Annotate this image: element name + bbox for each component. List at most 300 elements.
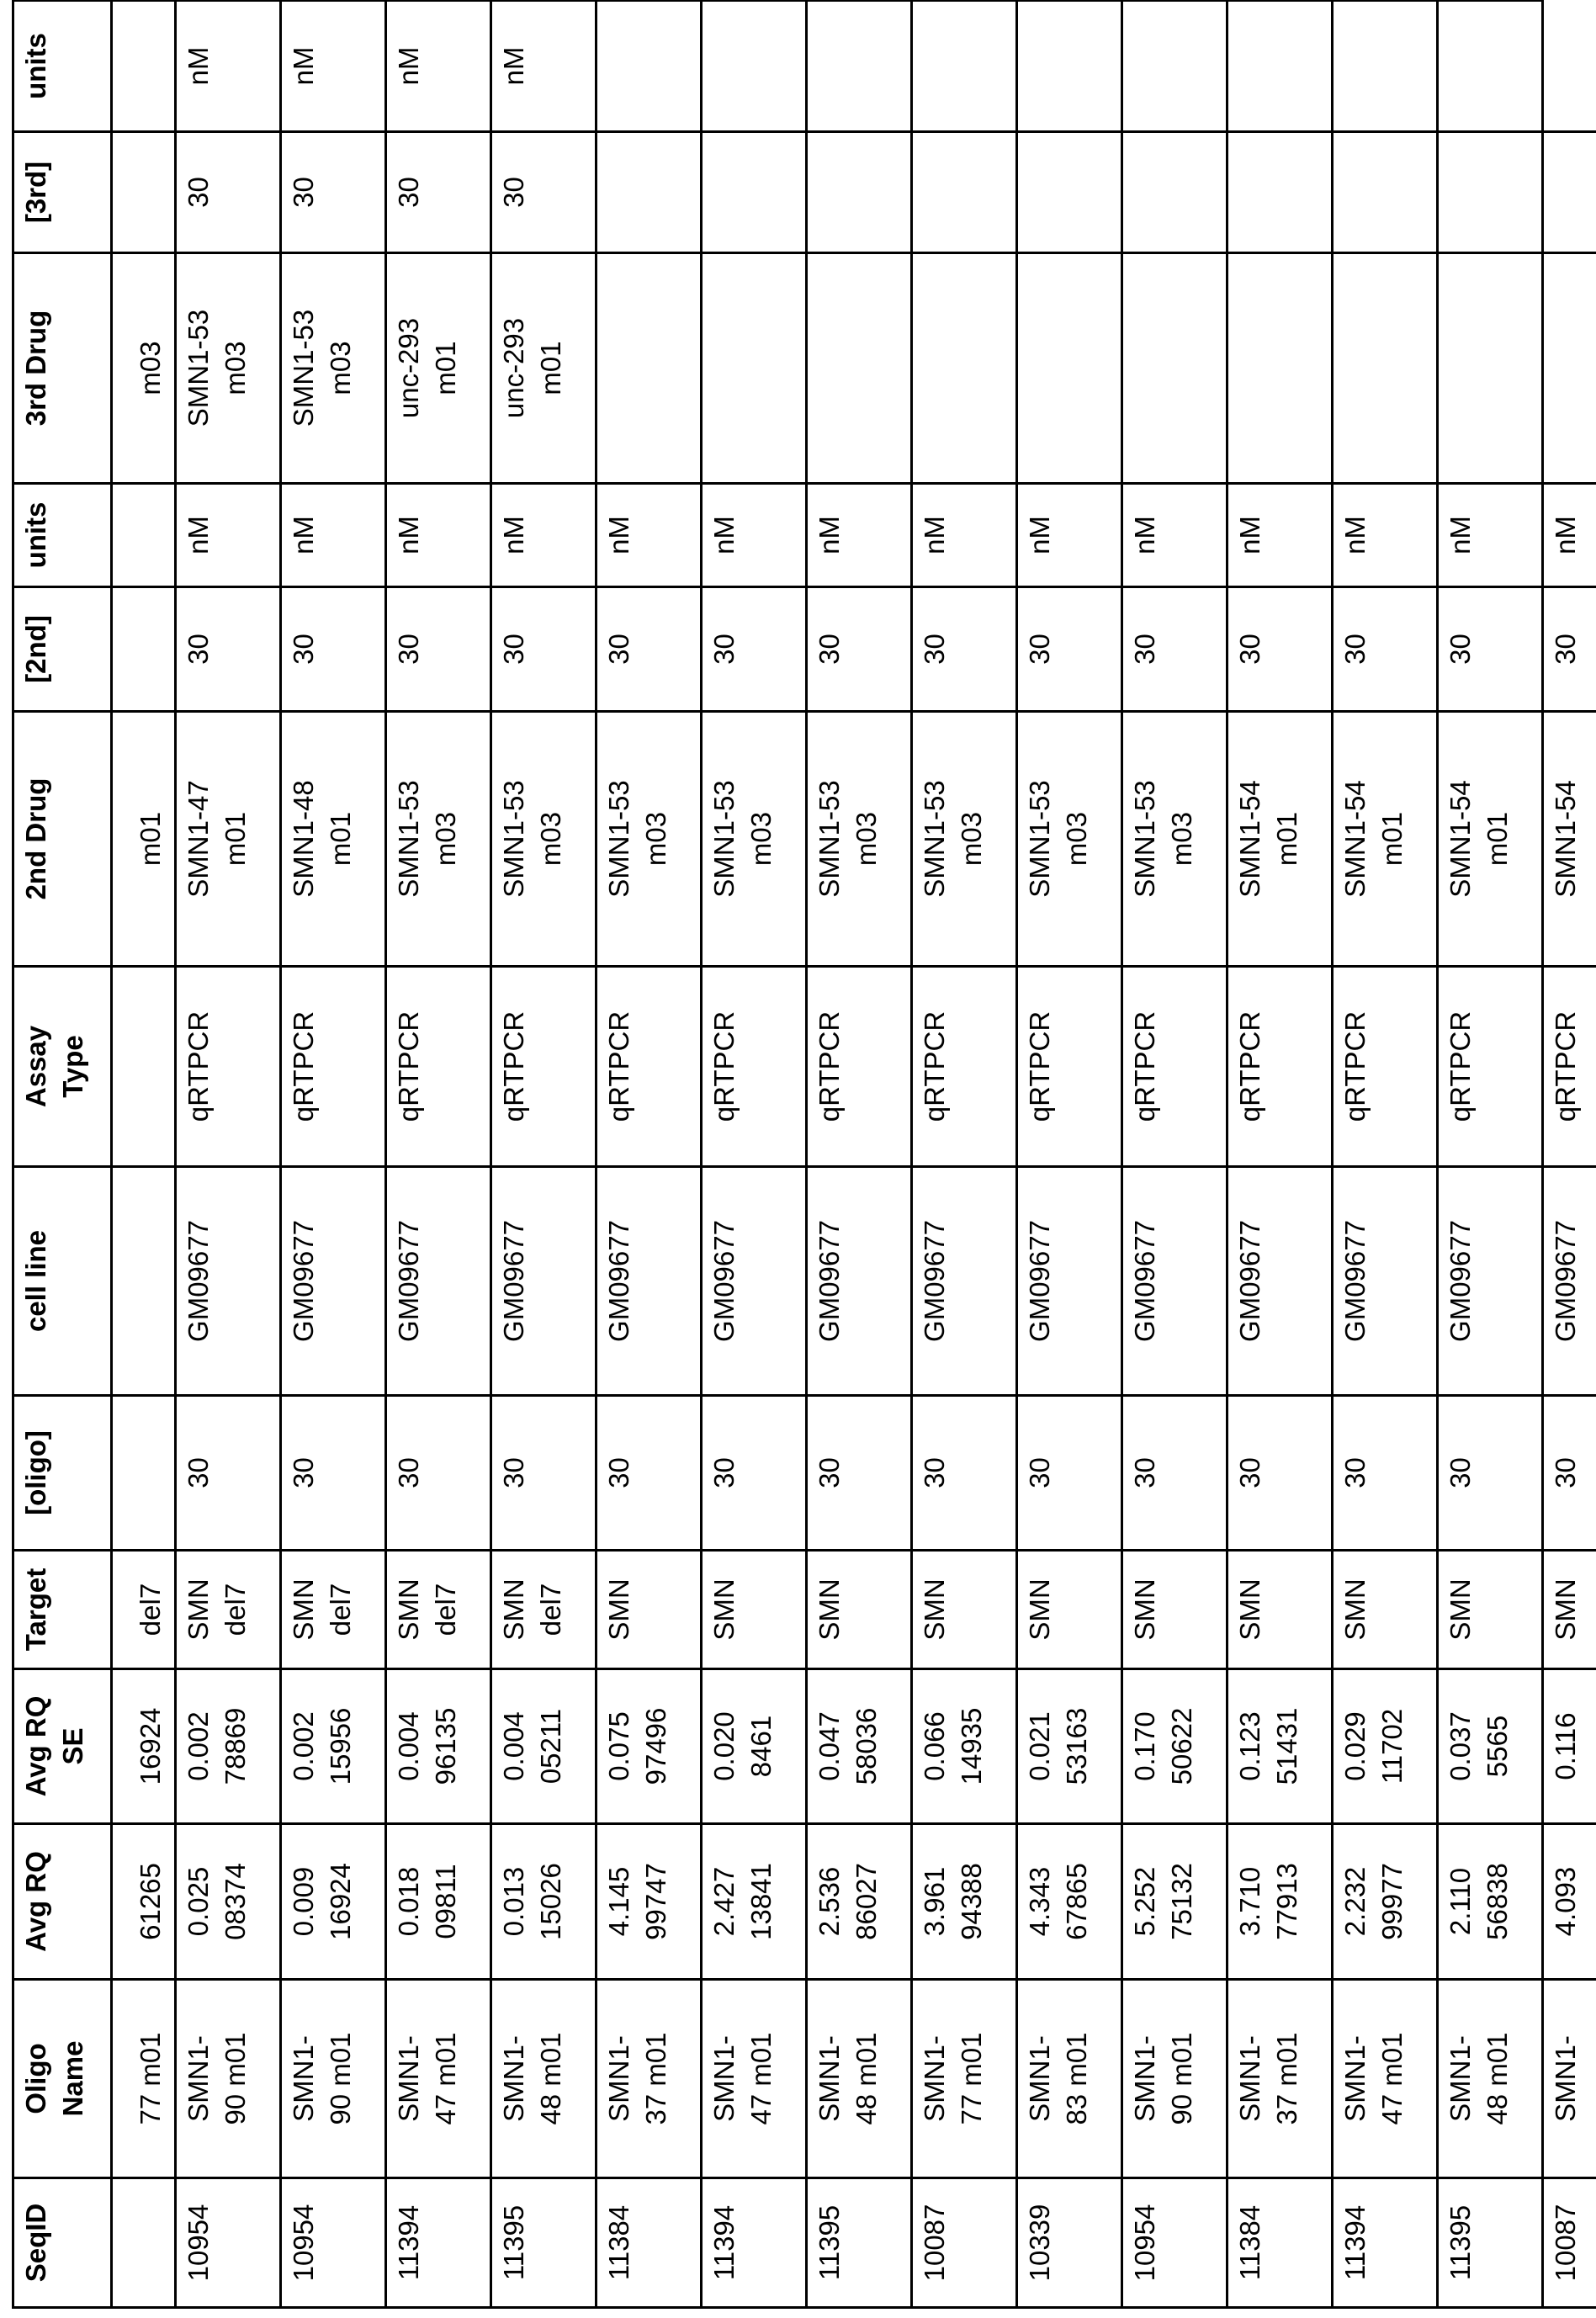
cell-oligo-name — [386, 1980, 491, 2178]
cell-target — [112, 1551, 176, 1669]
column-header-avg-rq-se — [13, 1669, 112, 1824]
cell-value: 0.04758036 — [811, 1706, 885, 1786]
column-header-target — [13, 1551, 112, 1669]
cell-third-drug — [1438, 253, 1543, 484]
cell-avg-rq-se — [1543, 1669, 1596, 1824]
cell-value: 0.02508374 — [180, 1862, 254, 1942]
cell-avg-rq-se — [1333, 1669, 1438, 1824]
cell-second-drug — [597, 712, 702, 967]
cell-second-units — [807, 484, 912, 587]
cell-value: 5.25275132 — [1127, 1862, 1201, 1942]
column-header-label: Avg RQ — [18, 1851, 55, 1952]
cell-value: 11395 — [811, 2205, 848, 2280]
cell-value: 30 — [1232, 634, 1269, 665]
table-row — [1017, 1, 1122, 2308]
cell-assay-type — [176, 967, 281, 1167]
cell-third-drug — [1543, 253, 1596, 484]
cell-avg-rq — [1017, 1824, 1122, 1980]
cell-value: 10339 — [1021, 2204, 1058, 2282]
cell-seq-id — [176, 2178, 281, 2308]
cell-oligo-name — [281, 1980, 386, 2178]
cell-value: qRTPCR — [390, 1011, 427, 1122]
cell-cell-line — [176, 1167, 281, 1396]
cell-second-conc — [1438, 587, 1543, 712]
cell-value: SMN1-53 m03 — [916, 772, 990, 906]
cell-value: qRTPCR — [1127, 1011, 1164, 1122]
cell-value: SMN1-53 m03 — [496, 772, 570, 906]
cell-assay-type — [1227, 967, 1333, 1167]
cell-value: qRTPCR — [811, 1011, 848, 1122]
cell-third-drug — [912, 253, 1017, 484]
cell-second-drug — [176, 712, 281, 967]
column-header-label: SeqID — [18, 2204, 55, 2283]
cell-value: SMN1-53 m03 — [180, 301, 254, 436]
cell-second-drug — [1122, 712, 1227, 967]
cell-target — [491, 1551, 597, 1669]
cell-second-conc — [1017, 587, 1122, 712]
cell-cell-line — [1122, 1167, 1227, 1396]
cell-oligo-conc — [597, 1396, 702, 1551]
cell-value: 3.96194388 — [916, 1862, 990, 1942]
cell-third-units — [1333, 1, 1438, 132]
cell-oligo-name — [1122, 1980, 1227, 2178]
cell-value: qRTPCR — [285, 1011, 322, 1122]
cell-third-conc — [1122, 132, 1227, 253]
cell-value: nM — [390, 47, 427, 86]
cell-third-units — [702, 1, 807, 132]
column-header-assay-type — [13, 967, 112, 1167]
cell-value: m03 — [132, 341, 169, 395]
cell-value: SMN — [706, 1578, 743, 1640]
column-header-label: Avg RQ SE — [18, 1684, 92, 1810]
cell-value: GM09677 — [706, 1220, 743, 1342]
cell-target — [1543, 1551, 1596, 1669]
table-row — [912, 1, 1017, 2308]
cell-value: SMN — [1232, 1578, 1269, 1640]
cell-target — [1227, 1551, 1333, 1669]
cell-second-conc — [1543, 587, 1596, 712]
cell-value: SMN — [1442, 1578, 1479, 1640]
cell-second-conc — [281, 587, 386, 712]
cell-value: GM09677 — [390, 1220, 427, 1342]
cell-target — [386, 1551, 491, 1669]
cell-value: SMN1-48 m01 — [811, 2024, 885, 2134]
cell-value: 30 — [496, 177, 533, 208]
cell-value: 30 — [390, 634, 427, 665]
cell-value: nM — [285, 47, 322, 86]
cell-oligo-name — [1017, 1980, 1122, 2178]
cell-third-drug — [176, 253, 281, 484]
cell-second-drug — [1227, 712, 1333, 967]
cell-value: nM — [601, 516, 638, 554]
cell-second-drug — [807, 712, 912, 967]
cell-oligo-conc — [702, 1396, 807, 1551]
cell-value: qRTPCR — [1547, 1011, 1584, 1122]
cell-third-conc — [1227, 132, 1333, 253]
cell-value: 30 — [601, 634, 638, 665]
cell-value: nM — [1547, 516, 1584, 554]
cell-oligo-conc — [1122, 1396, 1227, 1551]
cell-value: 11395 — [496, 2205, 533, 2280]
cell-avg-rq — [807, 1824, 912, 1980]
cell-seq-id — [281, 2178, 386, 2308]
cell-third-units — [807, 1, 912, 132]
cell-value: SMN — [1127, 1578, 1164, 1640]
cell-assay-type — [281, 967, 386, 1167]
cell-value: 0.07597496 — [601, 1706, 675, 1786]
cell-avg-rq — [1227, 1824, 1333, 1980]
cell-avg-rq-se — [112, 1669, 176, 1824]
cell-avg-rq — [176, 1824, 281, 1980]
cell-oligo-conc — [1333, 1396, 1438, 1551]
cell-cell-line — [912, 1167, 1017, 1396]
cell-avg-rq-se — [386, 1669, 491, 1824]
column-header-third-units — [13, 1, 112, 132]
cell-third-units — [1543, 1, 1596, 132]
cell-oligo-conc — [912, 1396, 1017, 1551]
cell-value: SMN1-77 m01 — [916, 2024, 990, 2134]
cell-oligo-conc — [281, 1396, 386, 1551]
cell-second-drug — [1438, 712, 1543, 967]
cell-target — [176, 1551, 281, 1669]
cell-assay-type — [912, 967, 1017, 1167]
cell-third-conc — [386, 132, 491, 253]
cell-assay-type — [1543, 967, 1596, 1167]
cell-avg-rq — [491, 1824, 597, 1980]
cell-assay-type — [112, 967, 176, 1167]
cell-value: GM09677 — [1547, 1220, 1584, 1342]
cell-value: 30 — [496, 634, 533, 665]
cell-value: 0.0375565 — [1442, 1706, 1516, 1786]
cell-seq-id — [1017, 2178, 1122, 2308]
cell-oligo-name — [1227, 1980, 1333, 2178]
cell-assay-type — [807, 967, 912, 1167]
cell-assay-type — [1438, 967, 1543, 1167]
cell-value: GM09677 — [496, 1220, 533, 1342]
cell-second-conc — [597, 587, 702, 712]
cell-avg-rq-se — [912, 1669, 1017, 1824]
cell-value: 30 — [390, 177, 427, 208]
cell-target — [702, 1551, 807, 1669]
cell-value: GM09677 — [1337, 1220, 1374, 1342]
cell-oligo-conc — [807, 1396, 912, 1551]
cell-value: SMN1-53 m03 — [1021, 772, 1095, 906]
cell-avg-rq — [702, 1824, 807, 1980]
cell-value: SMN1-53 m03 — [1127, 772, 1201, 906]
cell-value: SMN del7 — [285, 1576, 359, 1643]
cell-value: 11395 — [1442, 2205, 1479, 2280]
cell-avg-rq-se — [807, 1669, 912, 1824]
cell-value: SMN1-53 m03 — [390, 772, 464, 906]
cell-value: 0.116 — [1547, 1712, 1584, 1780]
cell-oligo-conc — [1543, 1396, 1596, 1551]
cell-third-units — [281, 1, 386, 132]
cell-cell-line — [1543, 1167, 1596, 1396]
cell-second-units — [702, 484, 807, 587]
cell-avg-rq — [1543, 1824, 1596, 1980]
cell-value: GM09677 — [1021, 1220, 1058, 1342]
table-row — [1122, 1, 1227, 2308]
cell-value: qRTPCR — [916, 1011, 953, 1122]
cell-third-conc — [176, 132, 281, 253]
cell-third-units — [1122, 1, 1227, 132]
column-header-label: [3rd] — [18, 162, 55, 223]
cell-oligo-conc — [491, 1396, 597, 1551]
cell-value: 3.71077913 — [1232, 1862, 1306, 1942]
cell-value: 10087 — [916, 2204, 953, 2282]
cell-third-drug — [597, 253, 702, 484]
cell-value: 30 — [285, 634, 322, 665]
table-row — [1333, 1, 1438, 2308]
cell-third-drug — [281, 253, 386, 484]
cell-third-units — [1438, 1, 1543, 132]
cell-third-units — [912, 1, 1017, 132]
cell-oligo-conc — [1227, 1396, 1333, 1551]
cell-second-drug — [1543, 712, 1596, 967]
column-header-avg-rq — [13, 1824, 112, 1980]
cell-value: GM09677 — [285, 1220, 322, 1342]
cell-value: 30 — [1547, 1457, 1584, 1488]
table-row — [702, 1, 807, 2308]
table-row — [597, 1, 702, 2308]
column-header-label: [2nd] — [18, 615, 55, 683]
cell-value: 30 — [1442, 634, 1479, 665]
cell-value: unc-293 m01 — [496, 301, 570, 436]
cell-oligo-conc — [1438, 1396, 1543, 1551]
cell-value: 30 — [706, 1457, 743, 1488]
cell-seq-id — [112, 2178, 176, 2308]
cell-third-conc — [1333, 132, 1438, 253]
table-row — [1438, 1, 1543, 2308]
cell-value: SMN1-83 m01 — [1021, 2024, 1095, 2134]
cell-second-units — [491, 484, 597, 587]
cell-second-conc — [176, 587, 281, 712]
column-header-cell-line — [13, 1167, 112, 1396]
table-row — [1543, 1, 1596, 2308]
rotated-table-container — [12, 2, 1593, 2309]
column-header-label: Target — [18, 1568, 55, 1651]
cell-value: nM — [285, 516, 322, 554]
cell-avg-rq — [112, 1824, 176, 1980]
cell-third-drug — [807, 253, 912, 484]
cell-value: nM — [180, 47, 217, 86]
cell-second-units — [112, 484, 176, 587]
cell-value: unc-293 m01 — [390, 301, 464, 436]
cell-value: GM09677 — [916, 1220, 953, 1342]
cell-avg-rq-se — [491, 1669, 597, 1824]
cell-second-units — [386, 484, 491, 587]
cell-third-conc — [281, 132, 386, 253]
cell-cell-line — [491, 1167, 597, 1396]
cell-avg-rq-se — [1017, 1669, 1122, 1824]
cell-value: 30 — [811, 634, 848, 665]
cell-second-conc — [491, 587, 597, 712]
cell-value: GM09677 — [1232, 1220, 1269, 1342]
cell-avg-rq — [386, 1824, 491, 1980]
table-row — [112, 1, 176, 2308]
cell-value: 0.17050622 — [1127, 1706, 1201, 1786]
table-header-row — [13, 1, 112, 2308]
column-header-label: units — [18, 33, 55, 99]
cell-value: SMN — [1547, 1578, 1584, 1640]
cell-value: 11384 — [1232, 2205, 1269, 2280]
cell-value: 11384 — [601, 2205, 638, 2280]
cell-third-units — [112, 1, 176, 132]
cell-value: 30 — [1232, 1457, 1269, 1488]
cell-seq-id — [491, 2178, 597, 2308]
cell-target — [597, 1551, 702, 1669]
cell-second-drug — [281, 712, 386, 967]
cell-second-units — [1333, 484, 1438, 587]
cell-value: qRTPCR — [1232, 1011, 1269, 1122]
cell-value: 0.01315026 — [496, 1862, 570, 1942]
cell-third-drug — [702, 253, 807, 484]
cell-value: GM09677 — [811, 1220, 848, 1342]
cell-value: 0.00278869 — [180, 1706, 254, 1786]
cell-cell-line — [1438, 1167, 1543, 1396]
cell-second-conc — [386, 587, 491, 712]
cell-oligo-conc — [1017, 1396, 1122, 1551]
table-row — [281, 1, 386, 2308]
cell-seq-id — [912, 2178, 1017, 2308]
cell-third-units — [1227, 1, 1333, 132]
column-header-label: [oligo] — [18, 1430, 55, 1515]
cell-value: 77 m01 — [132, 2032, 169, 2124]
cell-value: 0.00405211 — [496, 1706, 570, 1786]
cell-avg-rq — [1438, 1824, 1543, 1980]
cell-oligo-name — [176, 1980, 281, 2178]
cell-value: 30 — [1021, 1457, 1058, 1488]
cell-value: SMN1-37 m01 — [1232, 2024, 1306, 2134]
cell-assay-type — [597, 967, 702, 1167]
cell-value: GM09677 — [1442, 1220, 1479, 1342]
cell-third-conc — [491, 132, 597, 253]
cell-avg-rq-se — [702, 1669, 807, 1824]
cell-third-conc — [1017, 132, 1122, 253]
cell-seq-id — [597, 2178, 702, 2308]
cell-cell-line — [386, 1167, 491, 1396]
cell-value: 30 — [1127, 1457, 1164, 1488]
cell-value: 0.02153163 — [1021, 1706, 1095, 1786]
cell-value: 30 — [1442, 1457, 1479, 1488]
cell-value: 4.34367865 — [1021, 1862, 1095, 1942]
cell-value: SMN del7 — [496, 1576, 570, 1643]
cell-value: 11394 — [390, 2205, 427, 2280]
cell-oligo-name — [112, 1980, 176, 2178]
table-row — [176, 1, 281, 2308]
cell-value: SMN1-47 m01 — [180, 772, 254, 906]
cell-value: nM — [496, 516, 533, 554]
cell-value: 30 — [811, 1457, 848, 1488]
cell-second-units — [1017, 484, 1122, 587]
cell-avg-rq-se — [176, 1669, 281, 1824]
cell-cell-line — [597, 1167, 702, 1396]
cell-assay-type — [386, 967, 491, 1167]
table-row — [386, 1, 491, 2308]
cell-value: SMN del7 — [180, 1576, 254, 1643]
cell-third-units — [176, 1, 281, 132]
cell-value: 10954 — [285, 2204, 322, 2282]
cell-value: 30 — [706, 634, 743, 665]
cell-value: 0.00496135 — [390, 1706, 464, 1786]
table-row — [1227, 1, 1333, 2308]
cell-oligo-conc — [112, 1396, 176, 1551]
cell-value: SMN1-48 m01 — [496, 2024, 570, 2134]
column-header-oligo-name — [13, 1980, 112, 2178]
cell-second-units — [176, 484, 281, 587]
cell-value: 30 — [180, 177, 217, 208]
cell-value: 30 — [1021, 634, 1058, 665]
cell-value: qRTPCR — [1337, 1011, 1374, 1122]
cell-third-units — [597, 1, 702, 132]
cell-oligo-conc — [176, 1396, 281, 1551]
cell-value: GM09677 — [180, 1220, 217, 1342]
cell-avg-rq-se — [281, 1669, 386, 1824]
cell-avg-rq-se — [597, 1669, 702, 1824]
cell-value: SMN1-90 m01 — [285, 2024, 359, 2134]
cell-value: 0.12351431 — [1232, 1706, 1306, 1786]
cell-second-units — [597, 484, 702, 587]
cell-value: SMN1-48 m01 — [285, 772, 359, 906]
cell-value: nM — [706, 516, 743, 554]
cell-value: 0.02911702 — [1337, 1706, 1411, 1786]
cell-seq-id — [1438, 2178, 1543, 2308]
cell-second-units — [1438, 484, 1543, 587]
cell-third-conc — [597, 132, 702, 253]
cell-third-units — [386, 1, 491, 132]
cell-cell-line — [702, 1167, 807, 1396]
cell-value: qRTPCR — [1442, 1011, 1479, 1122]
cell-value: 30 — [285, 1457, 322, 1488]
cell-value: 30 — [285, 177, 322, 208]
cell-value: SMN1-54 — [1547, 780, 1584, 897]
cell-third-drug — [386, 253, 491, 484]
cell-third-drug — [1227, 253, 1333, 484]
cell-avg-rq — [1122, 1824, 1227, 1980]
cell-second-conc — [702, 587, 807, 712]
cell-value: SMN1-53 m03 — [601, 772, 675, 906]
cell-value: m01 — [132, 812, 169, 866]
cell-value: 0.00215956 — [285, 1706, 359, 1786]
cell-avg-rq-se — [1122, 1669, 1227, 1824]
cell-second-drug — [702, 712, 807, 967]
cell-avg-rq — [597, 1824, 702, 1980]
cell-third-conc — [112, 132, 176, 253]
cell-cell-line — [112, 1167, 176, 1396]
cell-cell-line — [1017, 1167, 1122, 1396]
cell-seq-id — [807, 2178, 912, 2308]
cell-second-conc — [112, 587, 176, 712]
cell-value: SMN — [811, 1578, 848, 1640]
cell-value: 4.093 — [1547, 1867, 1584, 1937]
cell-cell-line — [281, 1167, 386, 1396]
cell-third-conc — [1543, 132, 1596, 253]
cell-third-drug — [491, 253, 597, 484]
cell-assay-type — [702, 967, 807, 1167]
cell-target — [912, 1551, 1017, 1669]
cell-avg-rq-se — [1438, 1669, 1543, 1824]
column-header-label: cell line — [18, 1230, 55, 1332]
cell-third-units — [1017, 1, 1122, 132]
cell-value: 30 — [496, 1457, 533, 1488]
cell-value: 30 — [1337, 1457, 1374, 1488]
cell-value: 2.42713841 — [706, 1862, 780, 1942]
cell-oligo-conc — [386, 1396, 491, 1551]
cell-value: 30 — [1337, 634, 1374, 665]
cell-second-conc — [807, 587, 912, 712]
cell-third-units — [491, 1, 597, 132]
cell-value: SMN1-90 m01 — [180, 2024, 254, 2134]
